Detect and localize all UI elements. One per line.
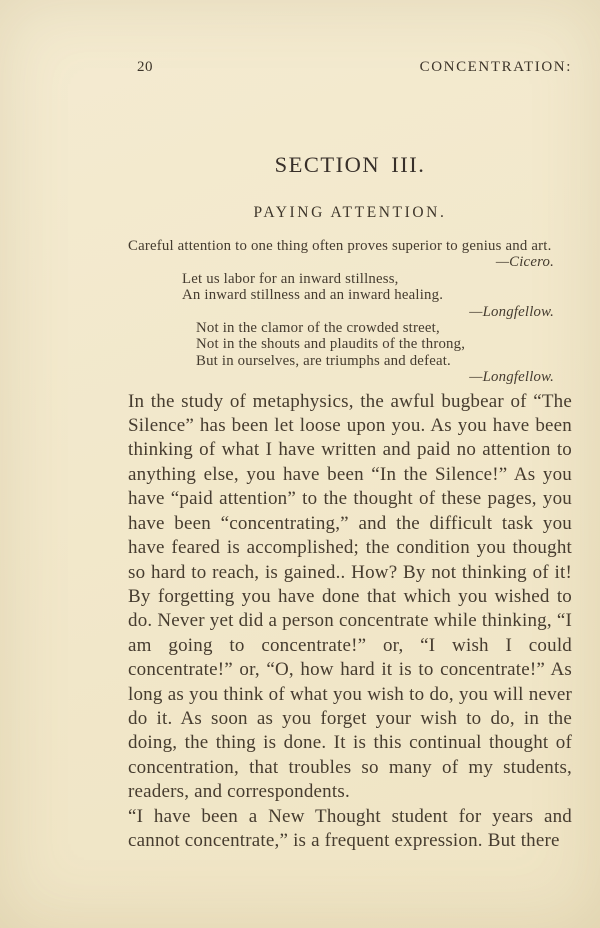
epigraph-longfellow-1 xyxy=(128,271,572,320)
paragraph: “I have been a New Thought student for years and cannot concentrate,” is a frequent expression. But there xyxy=(128,805,572,851)
verse-line: Not in the shouts and plaudits of the throng, xyxy=(196,336,466,353)
epigraph-attribution: —Longfellow. xyxy=(469,369,554,386)
section-subtitle: PAYING ATTENTION. xyxy=(253,204,447,221)
body-text xyxy=(128,390,572,854)
epigraph-longfellow-2 xyxy=(128,320,572,386)
text-column xyxy=(128,0,572,853)
verse-line: But in ourselves, are triumphs and defeat. xyxy=(196,352,451,369)
epigraph-attribution: —Cicero. xyxy=(495,254,554,271)
epigraph-attribution: —Longfellow. xyxy=(469,303,554,320)
paragraph: In the study of metaphysics, the awful bugbear of “The Silence” has been let loose upon you. As you have been thinking of what I have written and paid no attention to anything else, you have been “In the Silence!” As you have “paid attention” to the thought of these pages, you have been “concentrating,” and the difficult task you have feared is accomplished; the condition you thought so hard to reach, is gained.. How? By not thinking of it! By forgetting you have done that which you wished to do. Never yet did a person concentrate while thinking, “I am going to concentrate!” or, “I wish I could concentrate!” or, “O, how hard it is to concentrate!” As long as you think of what you wish to do, you will never do it. As soon as you forget your wish to do, in the doing, the thing is done. It is this continual thought of concentration, that troubles so many of my students, readers, and correspondents. xyxy=(128,390,572,803)
page-number: 20 xyxy=(137,59,153,75)
epigraph-cicero xyxy=(128,238,572,271)
running-head xyxy=(128,0,572,76)
section-title: SECTION III. xyxy=(274,152,426,177)
verse-line: An inward stillness and an inward healing. xyxy=(182,287,444,304)
verse-line: Not in the clamor of the crowded street, xyxy=(196,320,440,337)
epigraph-block xyxy=(128,238,572,386)
verse-line: Let us labor for an inward stillness, xyxy=(182,270,399,287)
epigraph-text: Careful attention to one thing often proves superior to genius and art. xyxy=(128,238,552,254)
running-title: CONCENTRATION: xyxy=(419,59,572,75)
